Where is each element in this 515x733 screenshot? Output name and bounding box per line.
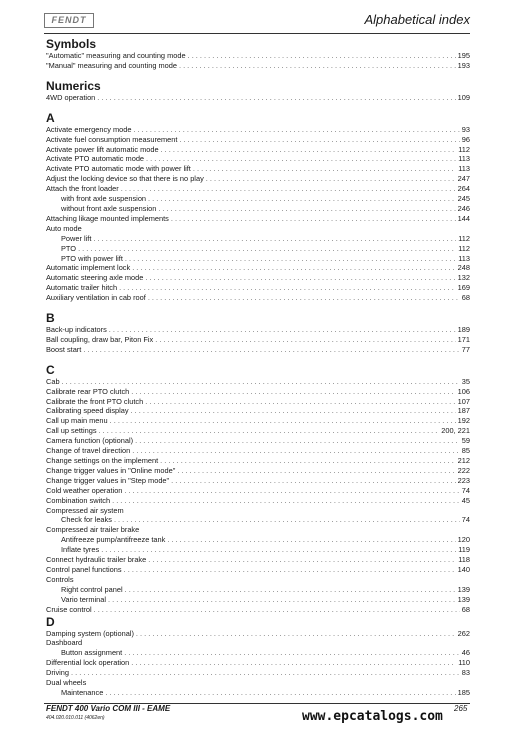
entry-text: Automatic trailer hitch (46, 283, 118, 293)
entry-text: without front axle suspension (61, 203, 157, 213)
entry-text: Auxiliary ventilation in cab roof (46, 293, 146, 303)
entry-page-number: 139 (457, 594, 470, 604)
entry-text: Change of travel direction (46, 446, 131, 456)
entry-page-number: 93 (461, 124, 470, 134)
footer-page-number: 265 (454, 704, 468, 713)
index-entry[interactable] (46, 345, 470, 355)
index-subentry[interactable] (46, 595, 470, 605)
entry-text: Control panel functions (46, 564, 122, 574)
dot-leader (145, 397, 455, 407)
entry-text: Vario terminal (61, 594, 107, 604)
index-entry[interactable] (46, 93, 470, 103)
index-entry[interactable] (46, 476, 470, 486)
dot-leader (132, 263, 455, 273)
entry-text: Camera function (optional) (46, 436, 134, 446)
index-subentry[interactable] (46, 204, 470, 214)
entry-text: Power lift (61, 233, 92, 243)
entry-text: Cruise control (46, 604, 92, 614)
fendt-logo: FENDT (44, 13, 94, 28)
dot-leader (97, 93, 455, 103)
dot-leader (83, 345, 459, 355)
index-subentry[interactable] (46, 244, 470, 254)
index-entry[interactable] (46, 486, 470, 496)
entry-page-number: 169 (457, 283, 470, 293)
index-entry[interactable] (46, 456, 470, 466)
entry-page-number: 262 (457, 628, 470, 638)
index-entry[interactable] (46, 668, 470, 678)
entry-page-number: 45 (461, 495, 470, 505)
entry-text: Maintenance (61, 687, 104, 697)
index-subentry[interactable] (46, 648, 470, 658)
entry-text: with front axle suspension (61, 194, 147, 204)
entry-text: Inflate tyres (61, 545, 100, 555)
entry-page-number: 187 (457, 406, 470, 416)
dot-leader (158, 204, 455, 214)
entry-text: Compressed air trailer brake (46, 525, 140, 535)
section-heading: Numerics (46, 78, 101, 93)
entry-page-number: 113 (458, 253, 470, 263)
dot-leader (93, 234, 456, 244)
entry-text: Compressed air system (46, 505, 124, 515)
entry-page-number: 35 (461, 376, 470, 386)
dot-leader (131, 387, 455, 397)
entry-text: Adjust the locking device so that there is no play (46, 174, 204, 184)
entry-page-number: 106 (457, 386, 470, 396)
index-subentry[interactable] (46, 535, 470, 545)
entry-page-number: 140 (457, 564, 470, 574)
dot-leader (112, 496, 460, 506)
footer-document-code: 404.020.010.011 (4062en) (46, 715, 105, 721)
dot-leader (171, 476, 455, 486)
entry-page-number: 112 (458, 233, 470, 243)
section-heading: Symbols (46, 37, 97, 51)
index-entry[interactable] (46, 525, 470, 535)
entry-text: Ball coupling, draw bar, Piton Fix (46, 334, 154, 344)
index-subentry[interactable] (46, 515, 470, 525)
entry-text: Automatic implement lock (46, 263, 131, 273)
entry-page-number: 119 (458, 545, 470, 555)
dot-leader (105, 688, 455, 698)
entry-text: Antifreeze pump/antifreeze tank (61, 535, 166, 545)
entry-text: Auto mode (46, 223, 82, 233)
dot-leader (167, 535, 455, 545)
entry-text: Attaching likage mounted implements (46, 213, 169, 223)
entry-text: Calibrating speed display (46, 406, 129, 416)
dot-leader (124, 565, 456, 575)
section-heading: A (46, 110, 55, 125)
index-entry[interactable] (46, 164, 470, 174)
watermark-url[interactable]: www.epcatalogs.com (302, 709, 443, 724)
dot-leader (121, 184, 456, 194)
dot-leader (171, 214, 456, 224)
entry-text: "Manual" measuring and counting mode (46, 60, 177, 70)
dot-leader (125, 254, 456, 264)
dot-leader (145, 273, 455, 283)
entry-page-number: 107 (457, 396, 470, 406)
section-heading: B (46, 311, 55, 326)
entry-text: Driving (46, 668, 69, 678)
entry-text: Call up main menu (46, 416, 108, 426)
dot-leader (148, 194, 456, 204)
entry-text: Change settings on the implement (46, 456, 159, 465)
index-entry[interactable] (46, 446, 470, 456)
entry-page-number: 222 (457, 465, 470, 475)
index-entry[interactable] (46, 575, 470, 585)
entry-text: Damping system (optional) (46, 628, 134, 638)
entry-text: Connect hydraulic trailer brake (46, 555, 147, 565)
index-subentry[interactable] (46, 234, 470, 244)
entry-page-number: 112 (458, 243, 470, 253)
dot-leader (62, 377, 460, 387)
entry-page-number: 223 (457, 475, 470, 485)
entry-page-number: 113 (458, 154, 470, 164)
dot-leader (179, 61, 456, 71)
entry-page-number: 247 (457, 174, 470, 184)
dot-leader (155, 335, 455, 345)
index-entry[interactable] (46, 466, 470, 476)
entry-text: Dual wheels (46, 678, 87, 688)
entry-page-number: 193 (457, 60, 470, 70)
index-entry[interactable] (46, 506, 470, 516)
entry-page-number: 113 (458, 164, 470, 174)
entry-page-number: 83 (461, 668, 470, 678)
index-entry[interactable] (46, 145, 470, 155)
dot-leader (188, 51, 456, 61)
section-heading: C (46, 362, 55, 377)
entry-page-number: 189 (457, 325, 470, 335)
dot-leader (148, 555, 456, 565)
index-entry[interactable] (46, 125, 470, 135)
entry-page-number: 77 (461, 344, 470, 354)
index-entry[interactable] (46, 406, 470, 416)
entry-page-number: 212 (457, 456, 470, 465)
entry-page-number: 74 (461, 485, 470, 495)
entry-text: Change trigger values in "Online mode" (46, 465, 176, 475)
index-subentry[interactable] (46, 688, 470, 698)
index-entry[interactable] (46, 387, 470, 397)
dot-leader (131, 406, 456, 416)
index-entry[interactable] (46, 154, 470, 164)
entry-text: Activate PTO automatic mode (46, 154, 145, 164)
index-entry[interactable] (46, 416, 470, 426)
index-entry[interactable] (46, 658, 470, 668)
index-entry[interactable] (46, 51, 470, 61)
entry-page-number: 171 (457, 334, 470, 344)
entry-page-number: 264 (457, 184, 470, 194)
entry-page-number: 68 (461, 604, 470, 614)
index-entry[interactable] (46, 397, 470, 407)
index-entry[interactable] (46, 426, 470, 436)
dot-leader (161, 145, 457, 155)
dot-leader (160, 456, 455, 466)
entry-text: Attach the front loader (46, 184, 119, 194)
index-entry[interactable] (46, 565, 470, 575)
entry-page-number: 85 (461, 446, 470, 456)
entry-page-number: 245 (457, 194, 470, 204)
entry-page-number: 112 (458, 144, 470, 154)
index-subentry[interactable] (46, 254, 470, 264)
entry-page-number: 46 (461, 648, 470, 658)
index-entry[interactable] (46, 678, 470, 688)
dot-leader (136, 629, 456, 639)
entry-text: Activate fuel consumption measurement (46, 134, 178, 144)
index-entry[interactable] (46, 325, 470, 335)
entry-page-number: 68 (461, 293, 470, 303)
entry-page-number: 144 (457, 213, 470, 223)
dot-leader (193, 164, 456, 174)
entry-text: Cold weather operation (46, 485, 123, 495)
index-entry[interactable] (46, 638, 470, 648)
dot-leader (124, 486, 459, 496)
entry-page-number: 195 (457, 51, 470, 60)
dot-leader (94, 605, 460, 615)
index-entry[interactable] (46, 629, 470, 639)
dot-leader (114, 515, 460, 525)
entry-text: Cab (46, 376, 60, 386)
entry-page-number: 139 (457, 584, 470, 594)
index-entry[interactable] (46, 61, 470, 71)
entry-page-number: 185 (457, 687, 470, 697)
index-entry[interactable] (46, 273, 470, 283)
entry-page-number: 110 (458, 658, 470, 668)
index-entry[interactable] (46, 214, 470, 224)
index-subentry[interactable] (46, 194, 470, 204)
entry-text: Button assignment (61, 648, 123, 658)
index-entry[interactable] (46, 555, 470, 565)
entry-page-number: 96 (461, 134, 470, 144)
dot-leader (109, 325, 456, 335)
alphabetical-index (46, 37, 470, 698)
dot-leader (177, 466, 455, 476)
dot-leader (101, 545, 456, 555)
dot-leader (99, 426, 440, 436)
page-header (44, 12, 470, 32)
entry-text: Activate power lift automatic mode (46, 144, 159, 154)
page-title: Alphabetical index (364, 12, 470, 27)
dot-leader (71, 668, 460, 678)
entry-text: Call up settings (46, 426, 97, 436)
entry-page-number: 118 (458, 555, 470, 565)
index-entry[interactable] (46, 293, 470, 303)
entry-text: PTO with power lift (61, 253, 123, 263)
entry-text: Calibrate rear PTO clutch (46, 386, 130, 396)
header-divider (44, 33, 470, 34)
entry-page-number: 192 (457, 416, 470, 426)
index-entry[interactable] (46, 436, 470, 446)
dot-leader (132, 446, 460, 456)
entry-page-number: 74 (461, 515, 470, 525)
entry-text: Calibrate the front PTO clutch (46, 396, 144, 406)
index-entry[interactable] (46, 135, 470, 145)
dot-leader (108, 595, 456, 605)
entry-page-number: 120 (457, 535, 470, 545)
footer-model: FENDT 400 Vario COM III - EAME (46, 704, 171, 713)
index-entry[interactable] (46, 224, 470, 234)
dot-leader (146, 154, 456, 164)
index-entry[interactable] (46, 184, 470, 194)
dot-leader (206, 174, 456, 184)
entry-text: PTO (61, 243, 77, 253)
dot-leader (133, 125, 459, 135)
entry-text: Check for leaks (61, 515, 112, 525)
entry-text: 4WD operation (46, 92, 96, 102)
dot-leader (124, 648, 460, 658)
entry-text: Automatic steering axle mode (46, 273, 144, 283)
entry-text: Boost start (46, 344, 82, 354)
entry-text: Back-up indicators (46, 325, 107, 335)
entry-text: Controls (46, 574, 74, 584)
index-entry[interactable] (46, 377, 470, 387)
dot-leader (131, 658, 456, 668)
index-entry[interactable] (46, 283, 470, 293)
index-entry[interactable] (46, 335, 470, 345)
index-entry[interactable] (46, 496, 470, 506)
entry-text: Combination switch (46, 495, 111, 505)
entry-text: Right control panel (61, 584, 123, 594)
index-subentry[interactable] (46, 545, 470, 555)
dot-leader (179, 135, 459, 145)
entry-page-number: 248 (457, 263, 470, 273)
entry-text: Change trigger values in "Step mode" (46, 475, 170, 485)
dot-leader (148, 293, 460, 303)
index-entry[interactable] (46, 263, 470, 273)
index-subentry[interactable] (46, 585, 470, 595)
dot-leader (135, 436, 460, 446)
dot-leader (125, 585, 456, 595)
entry-page-number: 132 (457, 273, 470, 283)
index-entry[interactable] (46, 174, 470, 184)
dot-leader (119, 283, 456, 293)
entry-page-number: 246 (457, 203, 470, 213)
entry-text: Activate PTO automatic mode with power lift (46, 164, 191, 174)
entry-page-number: 109 (457, 92, 470, 102)
section-heading: D (46, 614, 55, 629)
index-entry[interactable] (46, 605, 470, 615)
entry-page-number: 200, 221 (441, 426, 470, 436)
entry-text: "Automatic" measuring and counting mode (46, 51, 186, 60)
entry-page-number: 59 (461, 436, 470, 446)
entry-text: Dashboard (46, 638, 83, 648)
dot-leader (78, 244, 456, 254)
entry-text: Activate emergency mode (46, 124, 132, 134)
entry-text: Differential lock operation (46, 658, 130, 668)
dot-leader (110, 416, 456, 426)
